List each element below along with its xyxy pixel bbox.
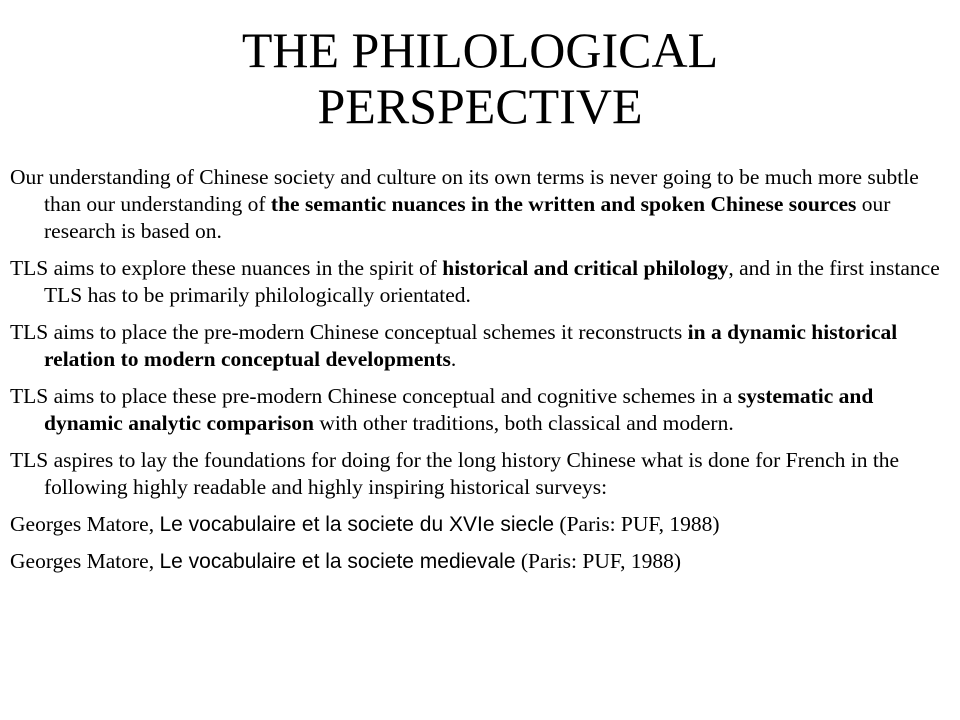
reference-book-title: Le vocabulaire et la societe du XVIe siecle bbox=[159, 513, 555, 536]
paragraph-text: with other traditions, both classical and modern. bbox=[313, 411, 734, 435]
paragraph-historical-relation bbox=[10, 319, 954, 373]
reference-author: Georges Matore, bbox=[10, 512, 160, 536]
paragraph-text: TLS aims to place these pre-modern Chinese conceptual and cognitive schemes in a bbox=[10, 384, 738, 408]
paragraph-comparison bbox=[10, 383, 954, 437]
title-line-1: THE PHILOLOGICAL bbox=[241, 22, 719, 78]
paragraph-text: our research is based on. bbox=[44, 192, 891, 243]
paragraph-text: . bbox=[450, 347, 457, 371]
paragraph-text: TLS aims to place the pre-modern Chinese conceptual schemes it reconstructs bbox=[10, 320, 688, 344]
reference-author: Georges Matore, bbox=[10, 549, 160, 573]
slide-body bbox=[10, 164, 954, 585]
paragraph-emphasis: in a dynamic historical relation to modern conceptual developments bbox=[44, 320, 898, 371]
paragraph-understanding bbox=[10, 164, 954, 245]
reference-publisher: (Paris: PUF, 1988) bbox=[515, 549, 682, 573]
paragraph-explore bbox=[10, 255, 954, 309]
paragraph-foundations bbox=[10, 447, 954, 501]
reference-1 bbox=[10, 511, 954, 538]
paragraph-text: TLS aims to explore these nuances in the spirit of bbox=[10, 256, 443, 280]
paragraph-text: TLS aspires to lay the foundations for doing for the long history Chinese what is done for French in the following highly readable and highly inspiring historical surveys: bbox=[10, 448, 900, 499]
title-line-2: PERSPECTIVE bbox=[317, 78, 643, 134]
paragraph-emphasis: historical and critical philology bbox=[442, 256, 729, 280]
reference-book-title: Le vocabulaire et la societe medievale bbox=[159, 550, 516, 573]
paragraph-text: Our understanding of Chinese society and culture on its own terms is never going to be much more subtle than our understanding of bbox=[10, 165, 919, 216]
paragraph-emphasis: systematic and dynamic analytic comparison bbox=[44, 384, 874, 435]
reference-2 bbox=[10, 548, 954, 575]
paragraph-text: , and in the first instance TLS has to be primarily philologically orientated. bbox=[44, 256, 940, 307]
slide-title bbox=[0, 22, 960, 134]
reference-publisher: (Paris: PUF, 1988) bbox=[554, 512, 720, 536]
paragraph-emphasis: the semantic nuances in the written and spoken Chinese sources bbox=[270, 192, 857, 216]
